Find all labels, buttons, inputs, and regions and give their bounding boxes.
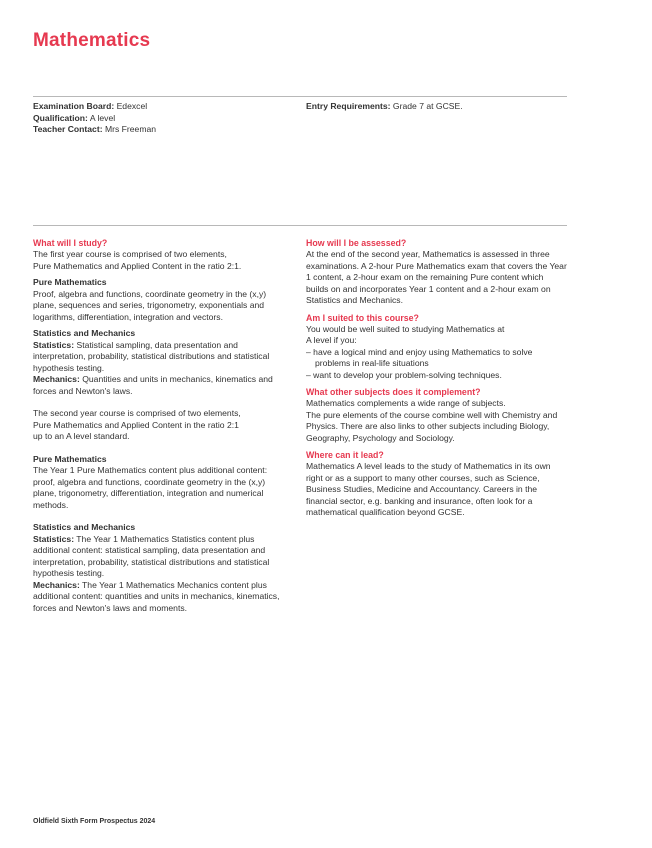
complement-text: The pure elements of the course combine well with Chemistry and Physics. There are also links to other subjects including Biology, Geography, Psychology and Sociology. [306, 409, 558, 443]
suited-heading: Am I suited to this course? [306, 312, 419, 323]
suited-bullet-2: – want to develop your problem-solving techniques. [306, 369, 502, 380]
entry-requirements: Entry Requirements: Grade 7 at GCSE. [306, 101, 463, 111]
meta-left [33, 101, 293, 136]
complement-line-1: Mathematics complements a wide range of subjects. [306, 398, 506, 408]
suited-bullet-1: – have a logical mind and enjoy using Mathematics to solve problems in real-life situations [306, 346, 533, 368]
top-divider [33, 96, 567, 97]
pure2-heading: Pure Mathematics [33, 453, 107, 464]
assess-heading: How will I be assessed? [306, 238, 407, 248]
suited-line-1: You would be well suited to studying Mathematics at [306, 323, 505, 334]
second-line-2: Pure Mathematics and Applied Content in the ratio 2:1 [33, 419, 239, 430]
sm1-statistics: Statistics: Statistical sampling, data presentation and interpretation, probability, statistical distributions and statistical hypothesis testing. [33, 339, 270, 373]
study-heading: What will I study? [33, 238, 108, 248]
complement-heading: What other subjects does it complement? [306, 387, 481, 397]
qualification: Qualification: A level [33, 112, 116, 123]
sm2-statistics: Statistics: The Year 1 Mathematics Statistics content plus additional content: statistical sampling, data presentation and interpretation, probability, statistical distributions and statistical hypothesis testing. [33, 533, 270, 578]
study-line-2: Pure Mathematics and Applied Content in the ratio 2:1. [33, 260, 242, 271]
sm1-mechanics: Mechanics: Quantities and units in mechanics, kinematics and forces and Newton's laws. [33, 374, 273, 396]
second-line-1: The second year course is comprised of two elements, [33, 408, 241, 418]
sm2-mechanics: Mechanics: The Year 1 Mathematics Mechanics content plus additional content: quantities and units in mechanics, kinematics, forces and Newton's laws and moments. [33, 579, 280, 613]
right-column [306, 237, 568, 519]
sm1-heading: Statistics and Mechanics [33, 328, 136, 338]
page-title: Mathematics [33, 30, 151, 51]
study-line-1: The first year course is comprised of two elements, [33, 249, 227, 259]
sm2-heading: Statistics and Mechanics [33, 522, 136, 532]
lead-heading: Where can it lead? [306, 450, 384, 460]
left-column [33, 237, 285, 614]
lead-text: Mathematics A level leads to the study of Mathematics in its own right or as a support to many other courses, such as Science, Business Studies, Medicine and Accountancy. Careers in the financial sector, e.g. banking and insurance, often look for a mathematical qualification beyond GCSE. [306, 461, 551, 517]
meta-right [306, 101, 566, 113]
teacher-contact: Teacher Contact: Mrs Freeman [33, 124, 157, 134]
exam-board: Examination Board: Edexcel [33, 101, 148, 111]
pure1-text: Proof, algebra and functions, coordinate geometry in the (x,y) plane, sequences and series, trigonometry, exponentials and logarithms, differentiation, integration and vectors. [33, 288, 267, 322]
assess-text: At the end of the second year, Mathematics is assessed in three examinations. A 2-hour Pure Mathematics exam that covers the Year 1 content, a 2-hour exam on the remaining Pure content which builds on and incorporates Year 1 content and a 2-hour exam on Statistics and Mechanics. [306, 249, 567, 305]
pure1-heading: Pure Mathematics [33, 277, 107, 287]
footer-text: Oldfield Sixth Form Prospectus 2024 [33, 818, 156, 825]
pure2-text: The Year 1 Pure Mathematics content plus additional content: proof, algebra and functions, coordinate geometry in the (x,y) plane, trigonometry, differentiation, integration and numerical methods. [33, 465, 268, 510]
second-line-3: up to an A level standard. [33, 431, 130, 441]
suited-line-2: A level if you: [306, 335, 357, 345]
mid-divider [33, 225, 567, 226]
